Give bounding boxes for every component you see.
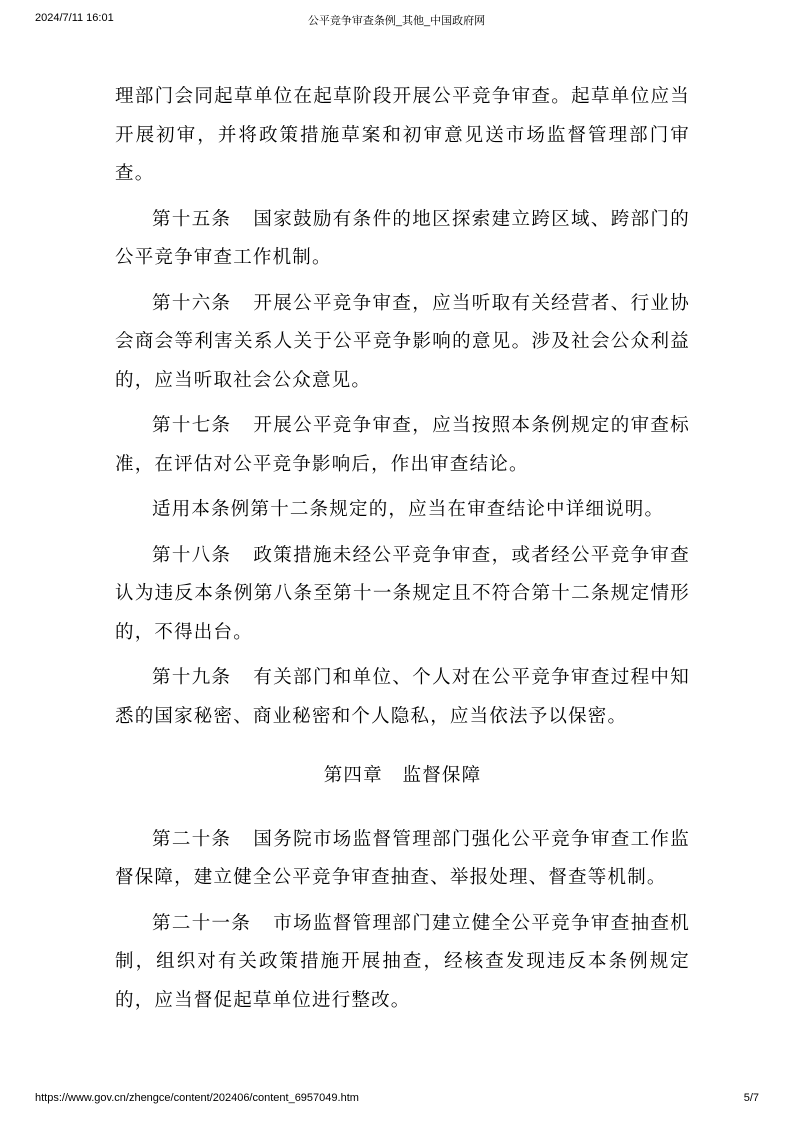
- article-16: [115, 285, 690, 401]
- article-21: [115, 905, 690, 1021]
- article-20: [115, 821, 690, 898]
- print-footer: [0, 1092, 793, 1108]
- article-18: [115, 537, 690, 653]
- article-21-heading: 第二十一条: [152, 912, 252, 934]
- article-17-text: 开展公平竞争审查，应当按照本条例规定的审查标准，在评估对公平竞争影响后，作出审查结论。: [115, 415, 690, 475]
- article-20-text: 国务院市场监督管理部门强化公平竞争审查工作监督保障，建立健全公平竞争审查抽查、举报处理、督查等机制。: [115, 828, 690, 888]
- article-18-heading: 第十八条: [152, 544, 232, 566]
- document-body: [115, 78, 690, 1027]
- print-url: https://www.gov.cn/zhengce/content/202406/content_6957049.htm: [35, 1092, 359, 1104]
- article-17-paragraph-2: 适用本条例第十二条规定的，应当在审查结论中详细说明。: [152, 499, 665, 520]
- article-17: [115, 407, 690, 484]
- article-20-heading: 第二十条: [152, 828, 232, 850]
- article-15-heading: 第十五条: [152, 208, 232, 230]
- article-19-heading: 第十九条: [152, 667, 232, 688]
- print-datetime: 2024/7/11 16:01: [35, 12, 114, 24]
- article-17-heading: 第十七条: [152, 415, 232, 436]
- paragraph-continuation: 理部门会同起草单位在起草阶段开展公平竞争审查。起草单位应当开展初审，并将政策措施草案和初审意见送市场监督管理部门审查。: [115, 86, 690, 184]
- print-page-title: 公平竞争审查条例_其他_中国政府网: [307, 15, 486, 27]
- article-21-text: 市场监督管理部门建立健全公平竞争审查抽查机制，组织对有关政策措施开展抽查，经核查发现违反本条例规定的，应当督促起草单位进行整改。: [115, 912, 690, 1011]
- article-16-heading: 第十六条: [152, 292, 232, 314]
- article-19: [115, 659, 690, 736]
- article-16-text: 开展公平竞争审查，应当听取有关经营者、行业协会商会等利害关系人关于公平竞争影响的意见。涉及社会公众利益的，应当听取社会公众意见。: [115, 292, 690, 391]
- print-header: [0, 12, 793, 28]
- article-18-text: 政策措施未经公平竞争审查，或者经公平竞争审查认为违反本条例第八条至第十一条规定且不符合第十二条规定情形的，不得出台。: [115, 544, 690, 643]
- chapter-heading: 第四章 监督保障: [323, 765, 482, 786]
- article-15-text: 国家鼓励有条件的地区探索建立跨区域、跨部门的公平竞争审查工作机制。: [115, 208, 690, 268]
- article-15: [115, 201, 690, 278]
- page-number: 5/7: [743, 1092, 759, 1104]
- article-19-text: 有关部门和单位、个人对在公平竞争审查过程中知悉的国家秘密、商业秘密和个人隐私，应当依法予以保密。: [115, 667, 690, 727]
